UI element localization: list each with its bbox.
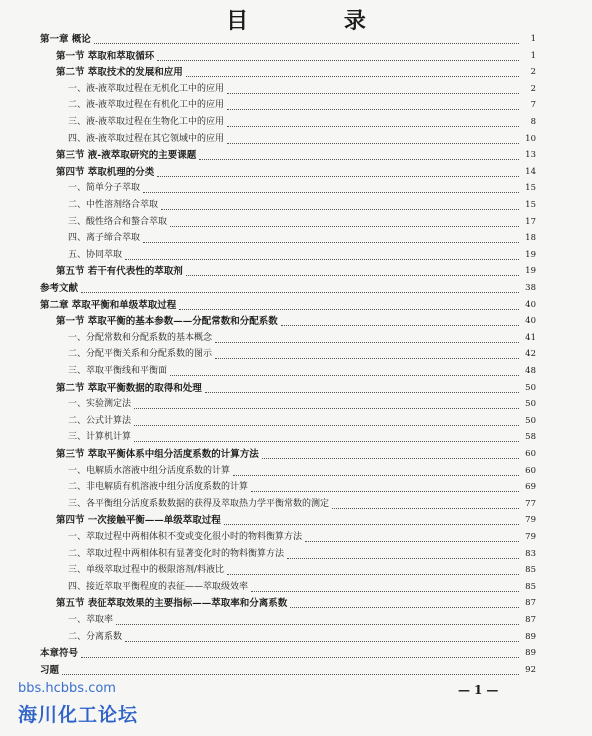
toc-entry-label: 二、公式计算法 [68,415,132,426]
toc-entry [56,164,536,181]
toc-entry [68,562,536,579]
dot-leader [157,175,519,177]
dot-leader [134,424,519,426]
toc-entry [68,97,536,114]
toc-entry-label: 三、萃取平衡线和平衡面 [68,366,168,376]
toc-entry-label: 一、实验测定法 [68,399,132,410]
toc-entry-label: 一、电解质水溶液中组分活度系数的计算 [68,465,231,476]
toc-entry-page: 2 [530,83,536,94]
toc-entry-label: 三、各平衡组分活度系数数据的获得及萃取热力学平衡常数的测定 [68,498,330,509]
toc-entry-page: 7 [530,100,536,111]
toc-entry-label: 一、液-液萃取过程在无机化工中的应用 [68,83,225,94]
toc-entry-page: 85 [525,565,536,576]
toc-entry-label: 二、萃取过程中两相体积有显著变化时的物料衡算方法 [68,548,285,559]
dot-leader [161,208,519,210]
toc-entry-page: 10 [525,133,536,144]
toc-entry-label: 二、中性溶剂络合萃取 [68,200,159,210]
toc-entry-page: 15 [525,200,536,210]
toc-entry-label: 一、萃取过程中两相体积不变或变化很小时的物料衡算方法 [68,532,303,542]
toc-entry [68,529,536,546]
toc-entry-label: 第一节 萃取平衡的基本参数——分配常数和分配系数 [56,316,278,328]
dot-leader [186,274,519,276]
toc-entry-page: 15 [525,183,536,194]
toc-entry [68,546,536,563]
dot-leader [81,656,519,658]
dot-leader [305,540,519,542]
toc-entry-label: 三、酸性络合和螯合萃取 [68,216,168,227]
toc-entry-label: 第四节 萃取机理的分类 [56,166,155,178]
toc-entry [68,429,536,446]
toc-entry-page: 42 [525,349,536,360]
dot-leader [170,374,519,376]
toc-entry-label: 一、萃取率 [68,615,114,625]
toc-entry-page: 1 [530,50,536,61]
dot-leader [143,191,519,193]
toc-entry-page: 89 [525,631,536,642]
toc-entry-page: 58 [525,432,536,443]
toc-entry [68,81,536,98]
toc-entry-label: 三、计算机计算 [68,432,132,443]
page-title: 目 录 [226,8,410,34]
toc-entry-page: 69 [525,482,536,493]
toc-entry-page: 1 [530,34,536,44]
toc-entry-page: 89 [525,648,536,659]
toc-entry-label: 习题 [40,664,60,676]
toc-entry [56,64,536,81]
toc-entry-label: 一、简单分子萃取 [68,183,141,194]
toc-entry-label: 第四节 一次接触平衡——单级萃取过程 [56,515,221,527]
toc-entry-page: 8 [530,117,536,127]
toc-entry-label: 第二节 萃取平衡数据的取得和处理 [56,382,202,394]
dot-leader [251,590,519,592]
toc-entry-label: 二、非电解质有机溶液中组分活度系数的计算 [68,482,249,493]
toc-entry-label: 二、分配平衡关系和分配系数的图示 [68,349,213,360]
toc-entry-label: 四、接近萃取平衡程度的表征——萃取级效率 [68,581,249,592]
toc-entry-page: 41 [525,332,536,343]
toc-entry-label: 第一节 萃取和萃取循环 [56,50,155,62]
toc-entry-page: 40 [525,299,536,310]
toc-entry [40,645,536,662]
toc-entry [68,396,536,413]
toc-entry-page: 87 [525,598,536,609]
dot-leader [290,606,519,608]
toc-entry [68,579,536,596]
dot-leader [199,158,519,160]
toc-entry-page: 79 [525,515,536,526]
dot-leader [134,440,519,442]
toc-entry-page: 50 [525,382,536,393]
dot-leader [262,457,519,459]
toc-entry [56,512,536,529]
toc-entry [56,446,536,463]
toc-entry [68,180,536,197]
toc-entry [68,230,536,247]
toc-entry [68,363,536,380]
dot-leader [227,125,519,127]
toc-entry-page: 19 [525,249,536,260]
toc-entry-label: 第五节 若干有代表性的萃取剂 [56,266,183,278]
toc-entry-page: 48 [525,366,536,376]
dot-leader [205,391,519,393]
toc-entry-label: 参考文献 [40,283,79,294]
toc-entry [68,131,536,148]
toc-entry [56,595,536,612]
dot-leader [332,507,519,509]
toc-entry-label: 第二节 萃取技术的发展和应用 [56,67,183,79]
toc-entry-page: 50 [525,399,536,410]
toc-entry [68,214,536,231]
dot-leader [143,241,519,243]
dot-leader [227,108,519,110]
toc-entry-page: 85 [525,581,536,592]
toc-entry-label: 二、分离系数 [68,631,123,642]
dot-leader [186,75,519,77]
toc-entry [40,31,536,48]
toc-entry-label: 二、液-液萃取过程在有机化工中的应用 [68,100,225,111]
toc-entry-page: 14 [525,166,536,177]
toc-entry [56,147,536,164]
toc-entry [40,297,536,314]
toc-entry [68,114,536,131]
toc-entry-label: 第一章 概论 [40,34,91,45]
toc-entry-label: 第三节 萃取平衡体系中组分活度系数的计算方法 [56,449,259,460]
toc-entry-page: 60 [525,465,536,476]
toc-entry-label: 一、分配常数和分配系数的基本概念 [68,332,213,343]
toc-entry [68,413,536,430]
dot-leader [227,92,519,94]
dot-leader [125,640,519,642]
toc-entry-page: 77 [525,498,536,509]
toc-entry-page: 2 [530,67,536,78]
dot-leader [170,225,519,227]
toc-entry-label: 第五节 表征萃取效果的主要指标——萃取率和分离系数 [56,598,288,610]
toc-entry-label: 第二章 萃取平衡和单级萃取过程 [40,299,177,311]
dot-leader [134,407,519,409]
toc-entry [68,346,536,363]
toc-entry-page: 60 [525,449,536,459]
page-number: —1— [458,683,503,697]
dot-leader [281,324,519,326]
toc-entry [68,463,536,480]
toc-entry [68,330,536,347]
toc-entry-page: 19 [525,266,536,277]
toc-entry-page: 38 [525,283,536,293]
dot-leader [179,308,519,310]
dot-leader [227,142,519,144]
toc-entry [56,48,536,65]
toc-entry-page: 50 [525,415,536,426]
toc-entry [68,197,536,214]
toc-entry [56,380,536,397]
dot-leader [251,490,519,492]
dot-leader [224,523,519,525]
toc-entry [68,247,536,264]
toc-entry-label: 四、液-液萃取过程在其它领域中的应用 [68,133,225,144]
dot-leader [116,623,519,625]
watermark-url: bbs.hcbbs.com [18,681,116,696]
dot-leader [94,42,519,44]
toc-entry-page: 13 [525,150,536,161]
toc-entry-page: 40 [525,316,536,327]
toc-entry [56,313,536,330]
toc-entry [68,479,536,496]
toc-entry [68,612,536,629]
toc-entry-label: 第三节 液-液萃取研究的主要课题 [56,150,197,162]
toc-entry [56,263,536,280]
dot-leader [125,258,519,260]
toc-entry-label: 三、单级萃取过程中的极限溶剂/料液比 [68,565,225,576]
toc-entry-page: 87 [525,615,536,625]
toc-entry-page: 17 [525,216,536,227]
dot-leader [215,357,519,359]
toc-entry-label: 三、液-液萃取过程在生物化工中的应用 [68,117,225,127]
dot-leader [233,474,519,476]
toc-entry-page: 92 [525,664,536,675]
toc-entry-label: 五、协同萃取 [68,249,123,260]
watermark-name: 海川化工论坛 [18,704,139,726]
dot-leader [157,59,519,61]
toc-entry-label: 四、离子缔合萃取 [68,233,141,244]
toc-entry-page: 18 [525,233,536,244]
dot-leader [287,557,519,559]
toc-entry [40,662,536,679]
dot-leader [215,341,519,343]
dot-leader [227,573,519,575]
toc-entry-page: 79 [525,532,536,542]
toc-entry [68,629,536,646]
toc-entry [68,496,536,513]
dot-leader [81,291,519,293]
toc-entry-page: 83 [525,548,536,559]
dot-leader [62,673,519,675]
toc-entry [40,280,536,297]
toc-entry-label: 本章符号 [40,648,79,660]
